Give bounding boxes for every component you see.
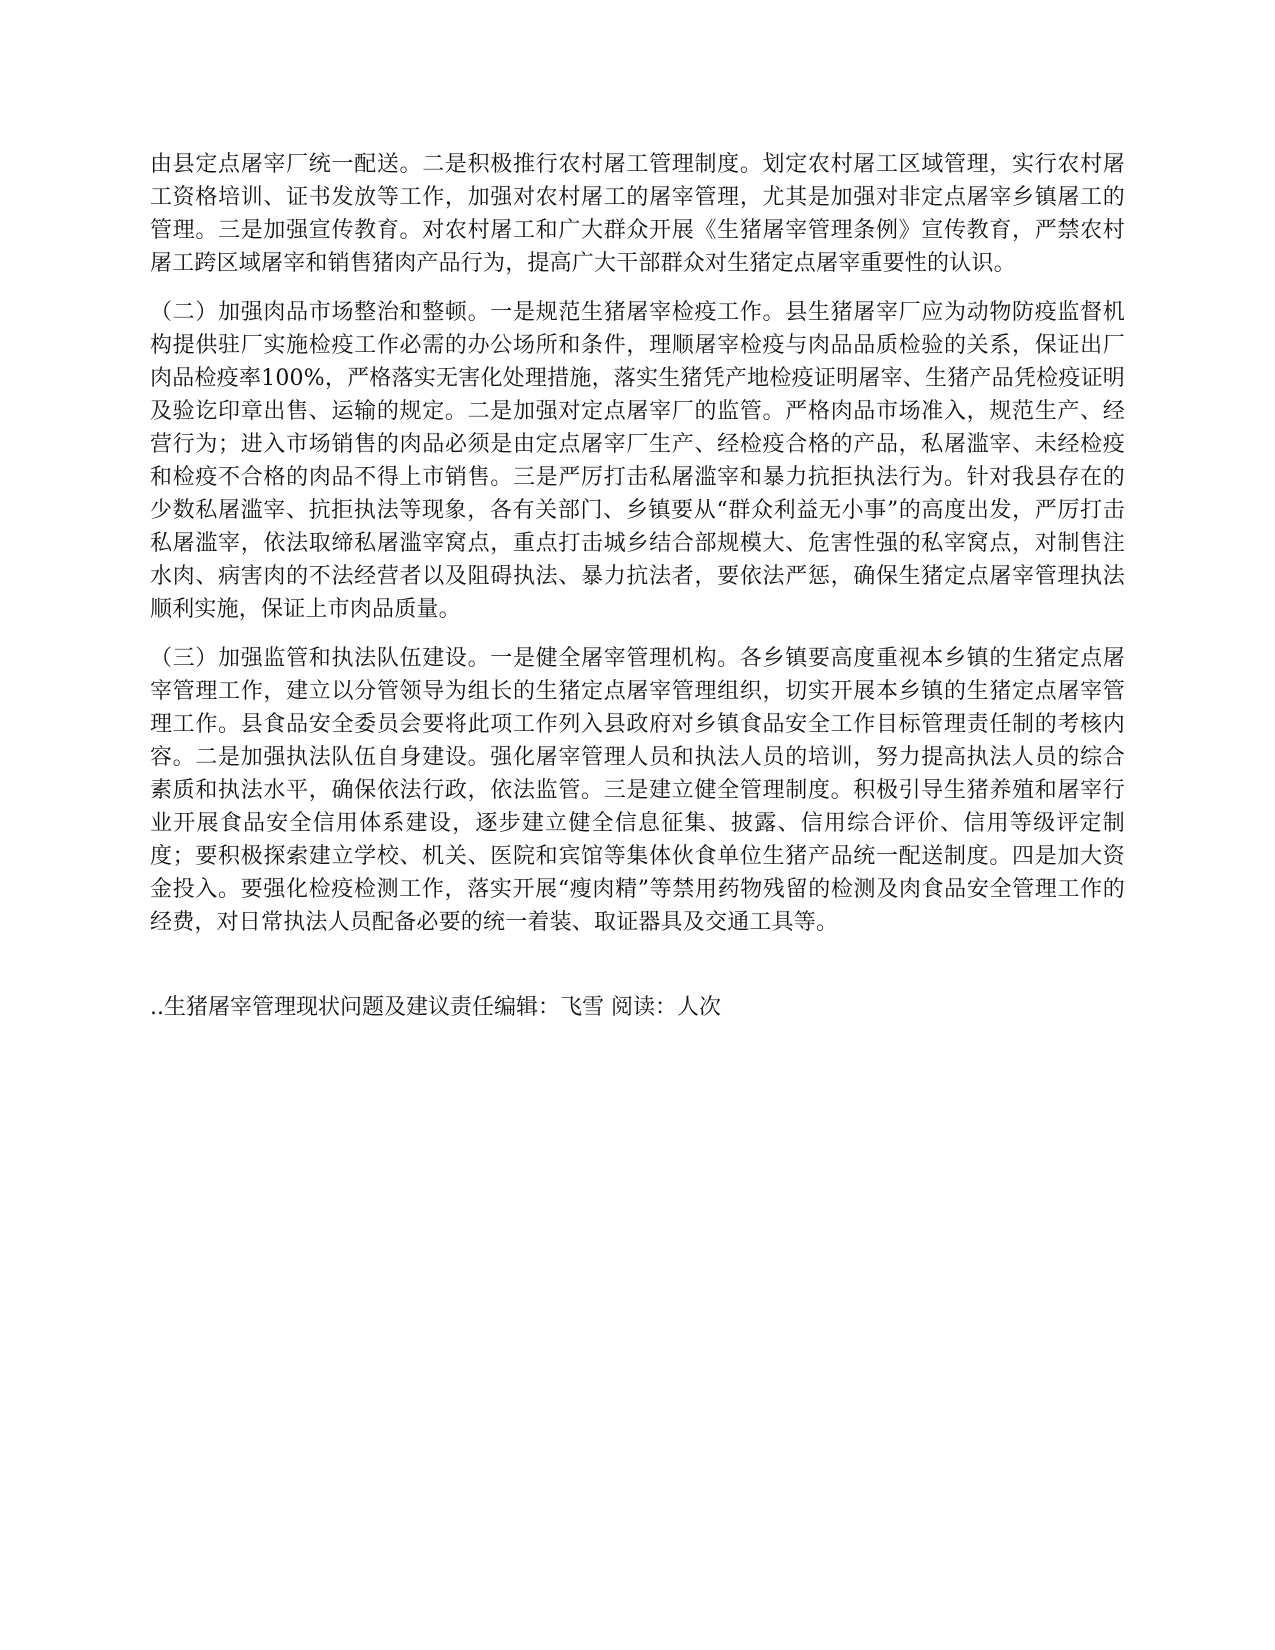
body-paragraph-2: （二）加强肉品市场整治和整顿。一是规范生猪屠宰检疫工作。县生猪屠宰厂应为动物防疫监督机构提供驻厂实施检疫工作必需的办公场所和条件，理顺屠宰检疫与肉品品质检验的关系，保证出厂肉品检疫率100%，严格落实无害化处理措施，落实生猪凭产地检疫证明屠宰、生猪产品凭检疫证明及验讫印章出售、运输的规定。二是加强对定点屠宰厂的监管。严格肉品市场准入，规范生产、经营行为；进入市场销售的肉品必须是由定点屠宰厂生产、经检疫合格的产品，私屠滥宰、未经检疫和检疫不合格的肉品不得上市销售。三是严厉打击私屠滥宰和暴力抗拒执法行为。针对我县存在的少数私屠滥宰、抗拒执法等现象，各有关部门、乡镇要从“群众利益无小事”的高度出发，严厉打击私屠滥宰，依法取缔私屠滥宰窝点，重点打击城乡结合部规模大、危害性强的私宰窝点，对制售注水肉、病害肉的不法经营者以及阻碍执法、暴力抗法者，要依法严惩，确保生猪定点屠宰管理执法顺利实施，保证上市肉品质量。 [150, 300, 1125, 622]
body-paragraph-1: 由县定点屠宰厂统一配送。二是积极推行农村屠工管理制度。划定农村屠工区域管理，实行农村屠工资格培训、证书发放等工作，加强对农村屠工的屠宰管理，尤其是加强对非定点屠宰乡镇屠工的管理。三是加强宣传教育。对农村屠工和广大群众开展《生猪屠宰管理条例》宣传教育，严禁农村屠工跨区域屠宰和销售猪肉产品行为，提高广大干部群众对生猪定点屠宰重要性的认识。 [150, 152, 1125, 276]
article-footer: ..生猪屠宰管理现状问题及建议责任编辑：飞雪 阅读：人次 [150, 995, 721, 1020]
document-page [150, 148, 1125, 1024]
body-paragraph-3: （三）加强监管和执法队伍建设。一是健全屠宰管理机构。各乡镇要高度重视本乡镇的生猪定点屠宰管理工作，建立以分管领导为组长的生猪定点屠宰管理组织，切实开展本乡镇的生猪定点屠宰管理工作。县食品安全委员会要将此项工作列入县政府对乡镇食品安全工作目标管理责任制的考核内容。二是加强执法队伍自身建设。强化屠宰管理人员和执法人员的培训，努力提高执法人员的综合素质和执法水平，确保依法行政，依法监管。三是建立健全管理制度。积极引导生猪养殖和屠宰行业开展食品安全信用体系建设，逐步建立健全信息征集、披露、信用综合评价、信用等级评定制度；要积极探索建立学校、机关、医院和宾馆等集体伙食单位生猪产品统一配送制度。四是加大资金投入。要强化检疫检测工作，落实开展“瘦肉精”等禁用药物残留的检测及肉食品安全管理工作的经费，对日常执法人员配备必要的统一着装、取证器具及交通工具等。 [150, 646, 1125, 935]
